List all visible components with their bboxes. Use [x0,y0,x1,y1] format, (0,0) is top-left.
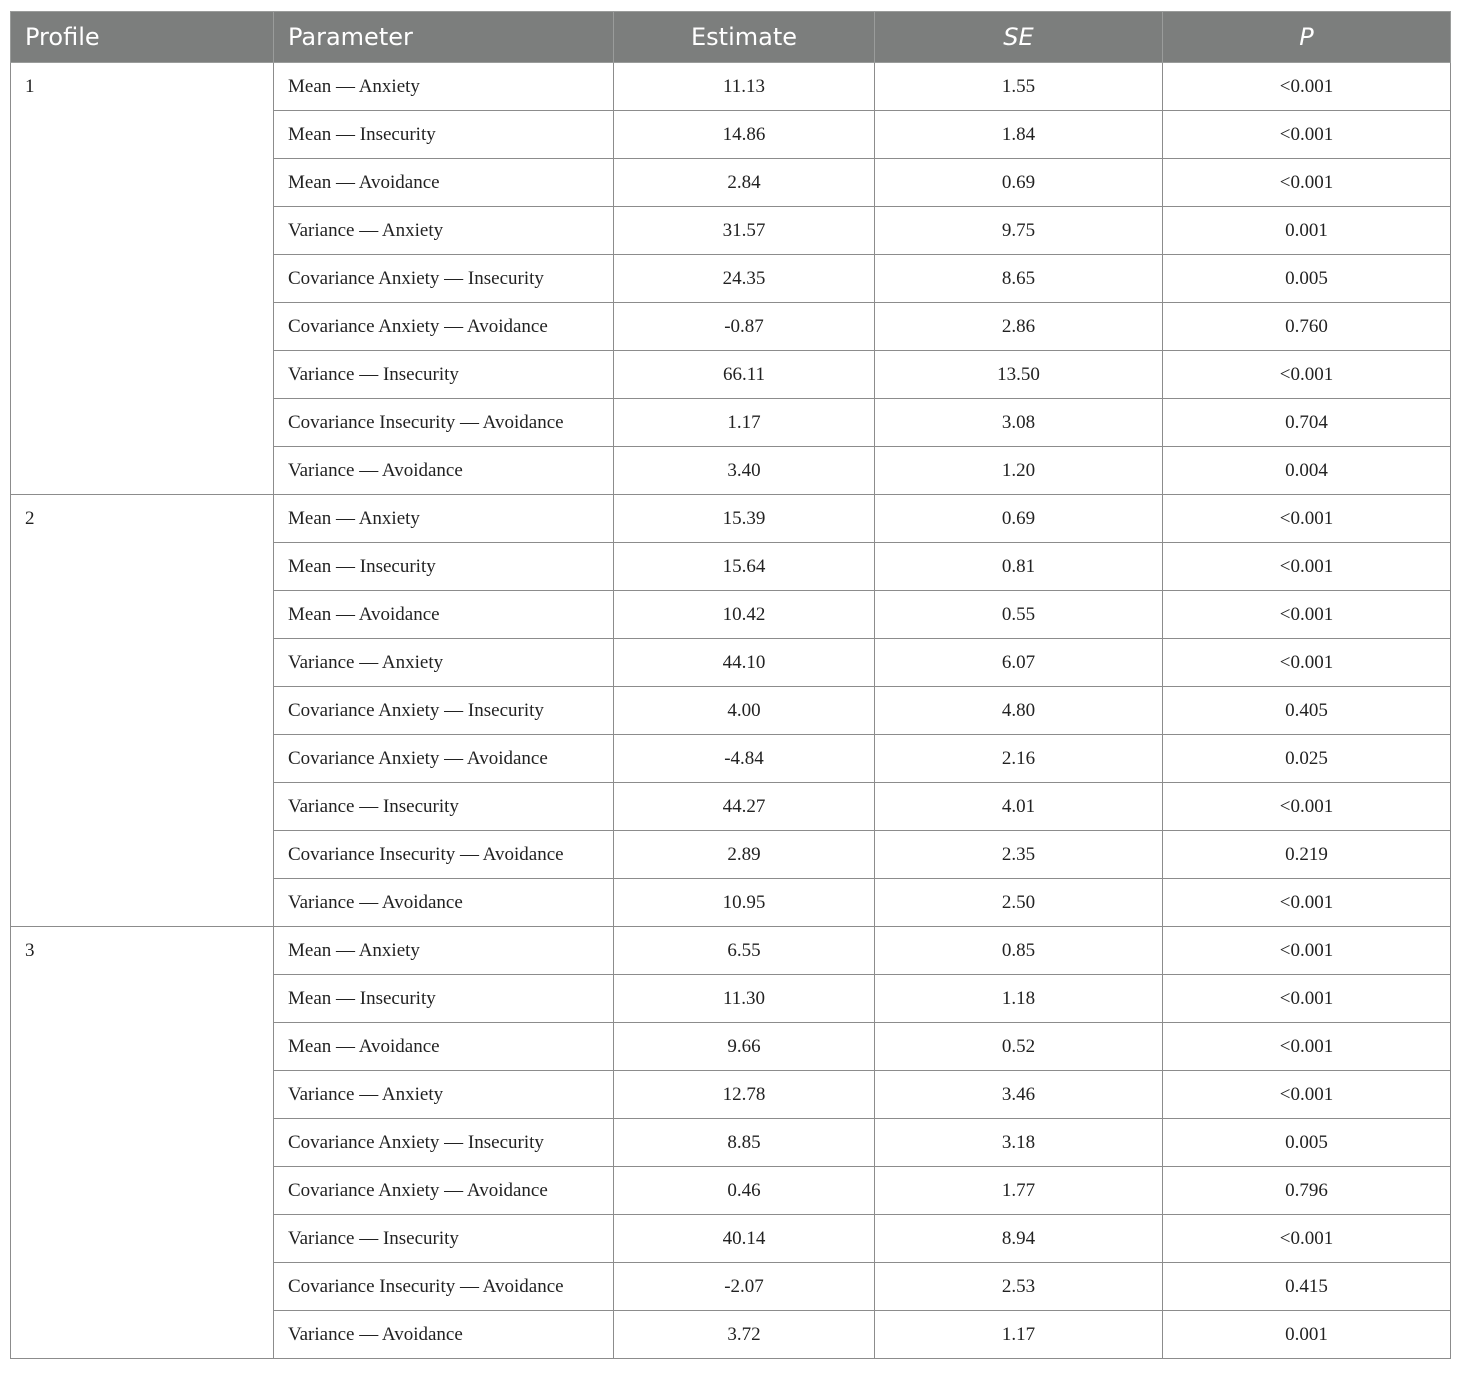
parameter-cell: Covariance Anxiety — Avoidance [274,303,614,351]
p-value-cell: <0.001 [1163,159,1451,207]
estimate-cell: 3.40 [614,447,875,495]
header-parameter: Parameter [274,12,614,63]
estimate-cell: 14.86 [614,111,875,159]
se-cell: 0.69 [875,495,1163,543]
se-cell: 8.65 [875,255,1163,303]
p-value-cell: 0.415 [1163,1263,1451,1311]
se-cell: 4.80 [875,687,1163,735]
p-value-cell: <0.001 [1163,543,1451,591]
p-value-cell: 0.219 [1163,831,1451,879]
parameter-cell: Mean — Anxiety [274,63,614,111]
estimate-cell: 1.17 [614,399,875,447]
p-value-cell: 0.001 [1163,207,1451,255]
estimate-cell: 40.14 [614,1215,875,1263]
p-value-cell: <0.001 [1163,975,1451,1023]
se-cell: 0.85 [875,927,1163,975]
parameter-cell: Mean — Insecurity [274,543,614,591]
p-value-cell: <0.001 [1163,591,1451,639]
p-value-cell: <0.001 [1163,111,1451,159]
p-value-cell: <0.001 [1163,927,1451,975]
p-value-cell: <0.001 [1163,783,1451,831]
parameter-cell: Covariance Anxiety — Insecurity [274,1119,614,1167]
se-cell: 0.52 [875,1023,1163,1071]
parameter-cell: Variance — Insecurity [274,783,614,831]
se-cell: 1.84 [875,111,1163,159]
se-cell: 2.53 [875,1263,1163,1311]
estimate-cell: -4.84 [614,735,875,783]
parameter-cell: Variance — Insecurity [274,351,614,399]
se-cell: 8.94 [875,1215,1163,1263]
parameter-cell: Mean — Avoidance [274,1023,614,1071]
se-cell: 1.18 [875,975,1163,1023]
parameter-cell: Mean — Avoidance [274,159,614,207]
p-value-cell: <0.001 [1163,1071,1451,1119]
estimate-cell: 10.95 [614,879,875,927]
parameter-cell: Covariance Insecurity — Avoidance [274,1263,614,1311]
estimate-cell: 9.66 [614,1023,875,1071]
parameter-cell: Mean — Insecurity [274,975,614,1023]
estimate-cell: 31.57 [614,207,875,255]
p-value-cell: <0.001 [1163,879,1451,927]
header-estimate: Estimate [614,12,875,63]
estimate-cell: 4.00 [614,687,875,735]
parameter-estimates-table [10,11,1451,1359]
parameter-cell: Variance — Anxiety [274,1071,614,1119]
se-cell: 2.35 [875,831,1163,879]
se-cell: 1.55 [875,63,1163,111]
estimate-cell: 6.55 [614,927,875,975]
p-value-cell: 0.704 [1163,399,1451,447]
p-value-cell: 0.005 [1163,1119,1451,1167]
p-value-cell: 0.405 [1163,687,1451,735]
header-p: P [1163,12,1451,63]
estimate-cell: 44.27 [614,783,875,831]
header-row [11,12,1451,63]
header-se: SE [875,12,1163,63]
se-cell: 0.69 [875,159,1163,207]
p-value-cell: <0.001 [1163,1023,1451,1071]
se-cell: 0.55 [875,591,1163,639]
parameter-cell: Covariance Anxiety — Insecurity [274,687,614,735]
estimate-cell: 66.11 [614,351,875,399]
table-header [11,12,1451,63]
estimate-cell: 15.39 [614,495,875,543]
estimate-cell: 44.10 [614,639,875,687]
table-row [11,63,1451,111]
parameter-cell: Variance — Anxiety [274,639,614,687]
se-cell: 1.17 [875,1311,1163,1359]
parameter-cell: Variance — Anxiety [274,207,614,255]
se-cell: 1.77 [875,1167,1163,1215]
p-value-cell: <0.001 [1163,639,1451,687]
estimate-cell: -0.87 [614,303,875,351]
se-cell: 0.81 [875,543,1163,591]
parameter-cell: Variance — Avoidance [274,879,614,927]
p-value-cell: 0.004 [1163,447,1451,495]
estimate-cell: 2.84 [614,159,875,207]
table-body [11,63,1451,1359]
estimate-cell: 0.46 [614,1167,875,1215]
se-cell: 4.01 [875,783,1163,831]
se-cell: 2.16 [875,735,1163,783]
p-value-cell: 0.005 [1163,255,1451,303]
p-value-cell: 0.760 [1163,303,1451,351]
p-value-cell: 0.796 [1163,1167,1451,1215]
estimate-cell: 12.78 [614,1071,875,1119]
se-cell: 6.07 [875,639,1163,687]
header-profile: Profile [11,12,274,63]
estimate-cell: 15.64 [614,543,875,591]
table-row [11,495,1451,543]
profile-cell: 2 [11,495,274,927]
se-cell: 2.86 [875,303,1163,351]
p-value-cell: 0.025 [1163,735,1451,783]
profile-cell: 1 [11,63,274,495]
profile-cell: 3 [11,927,274,1359]
parameter-cell: Covariance Anxiety — Insecurity [274,255,614,303]
estimate-cell: 11.13 [614,63,875,111]
estimate-cell: 8.85 [614,1119,875,1167]
parameter-cell: Mean — Avoidance [274,591,614,639]
parameter-cell: Mean — Anxiety [274,927,614,975]
parameter-cell: Variance — Avoidance [274,1311,614,1359]
parameter-cell: Covariance Insecurity — Avoidance [274,399,614,447]
parameter-cell: Variance — Avoidance [274,447,614,495]
se-cell: 9.75 [875,207,1163,255]
parameter-cell: Variance — Insecurity [274,1215,614,1263]
p-value-cell: 0.001 [1163,1311,1451,1359]
se-cell: 3.46 [875,1071,1163,1119]
estimate-cell: 3.72 [614,1311,875,1359]
parameter-cell: Covariance Anxiety — Avoidance [274,735,614,783]
p-value-cell: <0.001 [1163,351,1451,399]
estimate-cell: -2.07 [614,1263,875,1311]
parameter-cell: Covariance Anxiety — Avoidance [274,1167,614,1215]
se-cell: 3.18 [875,1119,1163,1167]
table-row [11,927,1451,975]
estimate-cell: 24.35 [614,255,875,303]
se-cell: 1.20 [875,447,1163,495]
p-value-cell: <0.001 [1163,1215,1451,1263]
se-cell: 13.50 [875,351,1163,399]
se-cell: 3.08 [875,399,1163,447]
estimate-cell: 2.89 [614,831,875,879]
parameter-cell: Covariance Insecurity — Avoidance [274,831,614,879]
estimate-cell: 10.42 [614,591,875,639]
p-value-cell: <0.001 [1163,63,1451,111]
parameter-cell: Mean — Insecurity [274,111,614,159]
parameter-cell: Mean — Anxiety [274,495,614,543]
se-cell: 2.50 [875,879,1163,927]
p-value-cell: <0.001 [1163,495,1451,543]
estimate-cell: 11.30 [614,975,875,1023]
parameter-table-container [10,11,1450,1359]
